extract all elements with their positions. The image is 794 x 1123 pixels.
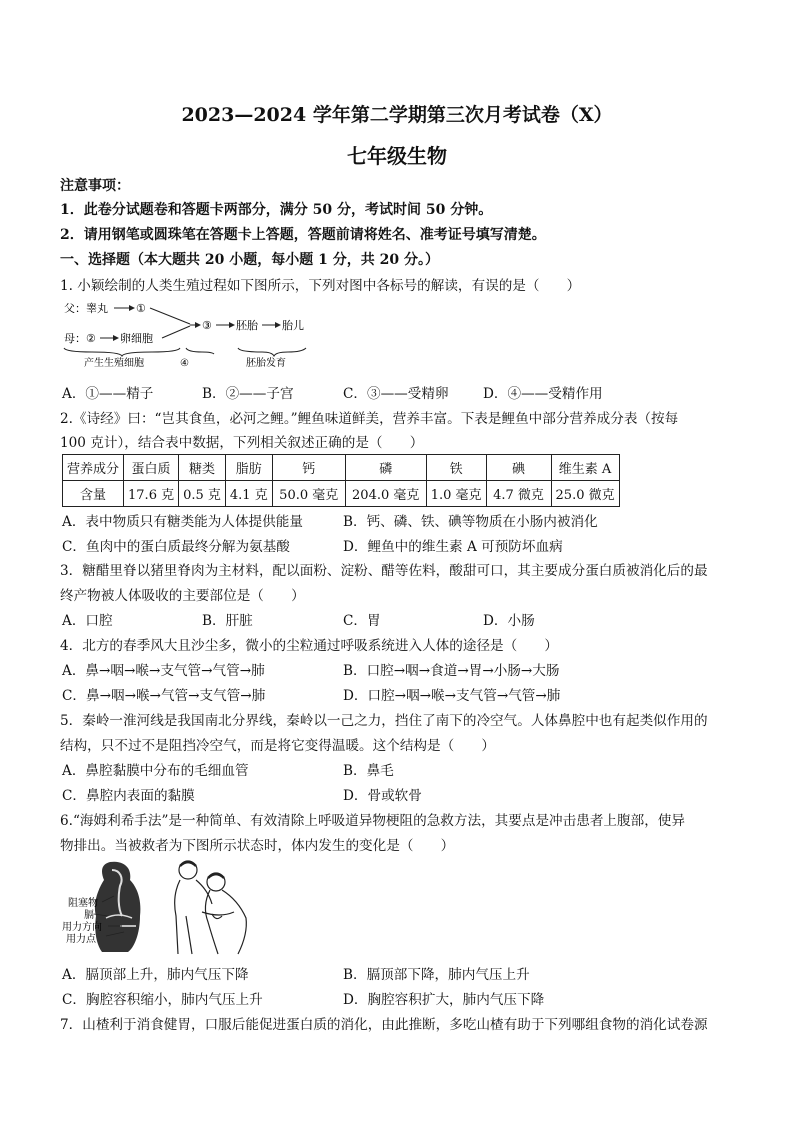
table-header-cell: 维生素 A [551, 455, 619, 481]
table-header-cell: 碘 [486, 455, 551, 481]
question-4-stem: 4．北方的春季风大且沙尘多，微小的尘粒通过呼吸系统进入人体的途径是（ ） [60, 638, 559, 654]
q1-option-c: C．③——受精卵 [343, 386, 449, 402]
question-2-stem: 2.《诗经》曰：“岂其食鱼，必河之鲤。”鲤鱼味道鲜美，营养丰富。下表是鲤鱼中部分营养成分表（按每 [60, 411, 679, 427]
table-cell: 204.0 毫克 [345, 481, 426, 507]
table-cell: 4.1 克 [225, 481, 272, 507]
question-6-stem: 6.“海姆利希手法”是一种简单、有效清除上呼吸道异物梗阻的急救方法，其要点是冲击患者上腹部，使异 [60, 813, 685, 829]
label-obstruction: 阻塞物 [68, 898, 98, 909]
table-header-cell: 蛋白质 [124, 455, 179, 481]
q6-option-d: D．胸腔容积扩大，肺内气压下降 [343, 992, 545, 1008]
table-row [63, 481, 620, 507]
table-header-cell: 营养成分 [63, 455, 124, 481]
table-header-cell: 钙 [272, 455, 345, 481]
diagram-label-3: ③ [202, 319, 212, 332]
table-cell: 0.5 克 [179, 481, 226, 507]
q6-option-c: C．胸腔容积缩小，肺内气压上升 [62, 992, 263, 1008]
diagram-label-2: ② [86, 332, 96, 345]
question-6-stem-cont: 物排出。当被救者为下图所示状态时，体内发生的变化是（ ） [60, 838, 455, 854]
table-cell: 4.7 微克 [486, 481, 551, 507]
diagram-germ-cell-label: 产生生殖细胞 [84, 358, 144, 368]
q5-option-a: A．鼻腔黏膜中分布的毛细血管 [62, 763, 249, 779]
question-5-stem-cont: 结构，只不过不是阻挡冷空气，而是将它变得温暖。这个结构是（ ） [60, 738, 495, 754]
q6-option-a: A．膈顶部上升，肺内气压下降 [62, 967, 249, 983]
q1-option-d: D．④——受精作用 [483, 386, 603, 402]
q3-option-c: C．胃 [343, 613, 381, 629]
notes-heading: 注意事项： [60, 178, 130, 194]
q1-option-a: A．①——精子 [62, 386, 154, 402]
q4-option-d: D．口腔→咽→喉→支气管→气管→肺 [343, 688, 561, 704]
q5-option-d: D．骨或软骨 [343, 788, 422, 804]
q2-option-b: B．钙、磷、铁、碘等物质在小肠内被消化 [343, 514, 598, 530]
q5-option-b: B．鼻毛 [343, 763, 394, 779]
section-heading: 一、选择题（本大题共 20 小题，每小题 1 分，共 20 分。） [60, 252, 439, 268]
question-1-stem: 1. 小颖绘制的人类生殖过程如下图所示，下列对图中各标号的解读，有误的是（ ） [60, 278, 581, 294]
nutrition-table [62, 454, 620, 507]
q6-option-b: B．膈顶部下降，肺内气压上升 [343, 967, 530, 983]
table-cell: 50.0 毫克 [272, 481, 345, 507]
note-item: 1．此卷分试题卷和答题卡两部分，满分 50 分，考试时间 50 分钟。 [60, 202, 493, 218]
heimlich-figure [62, 856, 262, 956]
q2-option-c: C．鱼肉中的蛋白质最终分解为氨基酸 [62, 539, 290, 555]
table-header-cell: 脂肪 [225, 455, 272, 481]
q3-option-b: B．肝脏 [202, 613, 253, 629]
reproduction-diagram [62, 296, 312, 368]
question-2-stem-cont: 100 克计），结合表中数据，下列相关叙述正确的是（ ） [60, 435, 424, 451]
diagram-fetus-label: 胎儿 [282, 319, 304, 332]
diagram-label-4: ④ [180, 358, 189, 368]
q1-option-b: B．②——子宫 [202, 386, 294, 402]
q4-option-c: C．鼻→咽→喉→气管→支气管→肺 [62, 688, 266, 704]
table-cell: 17.6 克 [124, 481, 179, 507]
diagram-father-label: 父：睾丸 [64, 302, 108, 315]
label-diaphragm: 膈 [84, 910, 94, 921]
table-header-cell: 糖类 [179, 455, 226, 481]
table-cell: 1.0 毫克 [426, 481, 486, 507]
diagram-label-1: ① [136, 302, 146, 315]
diagram-egg-label: 卵细胞 [120, 332, 153, 345]
table-cell: 含量 [63, 481, 124, 507]
q3-option-a: A．口腔 [62, 613, 113, 629]
table-header-cell: 磷 [345, 455, 426, 481]
exam-title: 2023—2024 学年第二学期第三次月考试卷（X） [181, 104, 613, 126]
diagram-development-label: 胚胎发育 [246, 358, 286, 368]
exam-subtitle: 七年级生物 [347, 144, 447, 168]
diagram-mother-label: 母： [64, 332, 86, 345]
question-7-stem: 7．山楂利于消食健胃，口服后能促进蛋白质的消化，由此推断，多吃山楂有助于下列哪组食物的消化试卷源 [60, 1017, 708, 1033]
q4-option-b: B．口腔→咽→食道→胃→小肠→大肠 [343, 663, 560, 679]
q2-option-d: D．鲤鱼中的维生素 A 可预防坏血病 [343, 539, 563, 555]
table-header-cell: 铁 [426, 455, 486, 481]
question-3-stem-cont: 终产物被人体吸收的主要部位是（ ） [60, 588, 305, 604]
note-item: 2．请用钢笔或圆珠笔在答题卡上答题，答题前请将姓名、准考证号填写清楚。 [60, 227, 546, 243]
question-3-stem: 3．糖醋里脊以猪里脊肉为主材料，配以面粉、淀粉、醋等佐料，酸甜可口，其主要成分蛋白质被消化后的最 [60, 563, 708, 579]
label-force-direction: 用力方向 [62, 922, 102, 933]
q3-option-d: D．小肠 [483, 613, 535, 629]
diagram-embryo-label: 胚胎 [236, 319, 258, 332]
label-force-point: 用力点 [66, 934, 96, 945]
table-header-row [63, 455, 620, 481]
q5-option-c: C．鼻腔内表面的黏膜 [62, 788, 195, 804]
table-cell: 25.0 微克 [551, 481, 619, 507]
q4-option-a: A．鼻→咽→喉→支气管→气管→肺 [62, 663, 265, 679]
q2-option-a: A．表中物质只有糖类能为人体提供能量 [62, 514, 303, 530]
question-5-stem: 5．秦岭一淮河线是我国南北分界线，秦岭以一己之力，挡住了南下的冷空气。人体鼻腔中也有起类似作用的 [60, 713, 708, 729]
